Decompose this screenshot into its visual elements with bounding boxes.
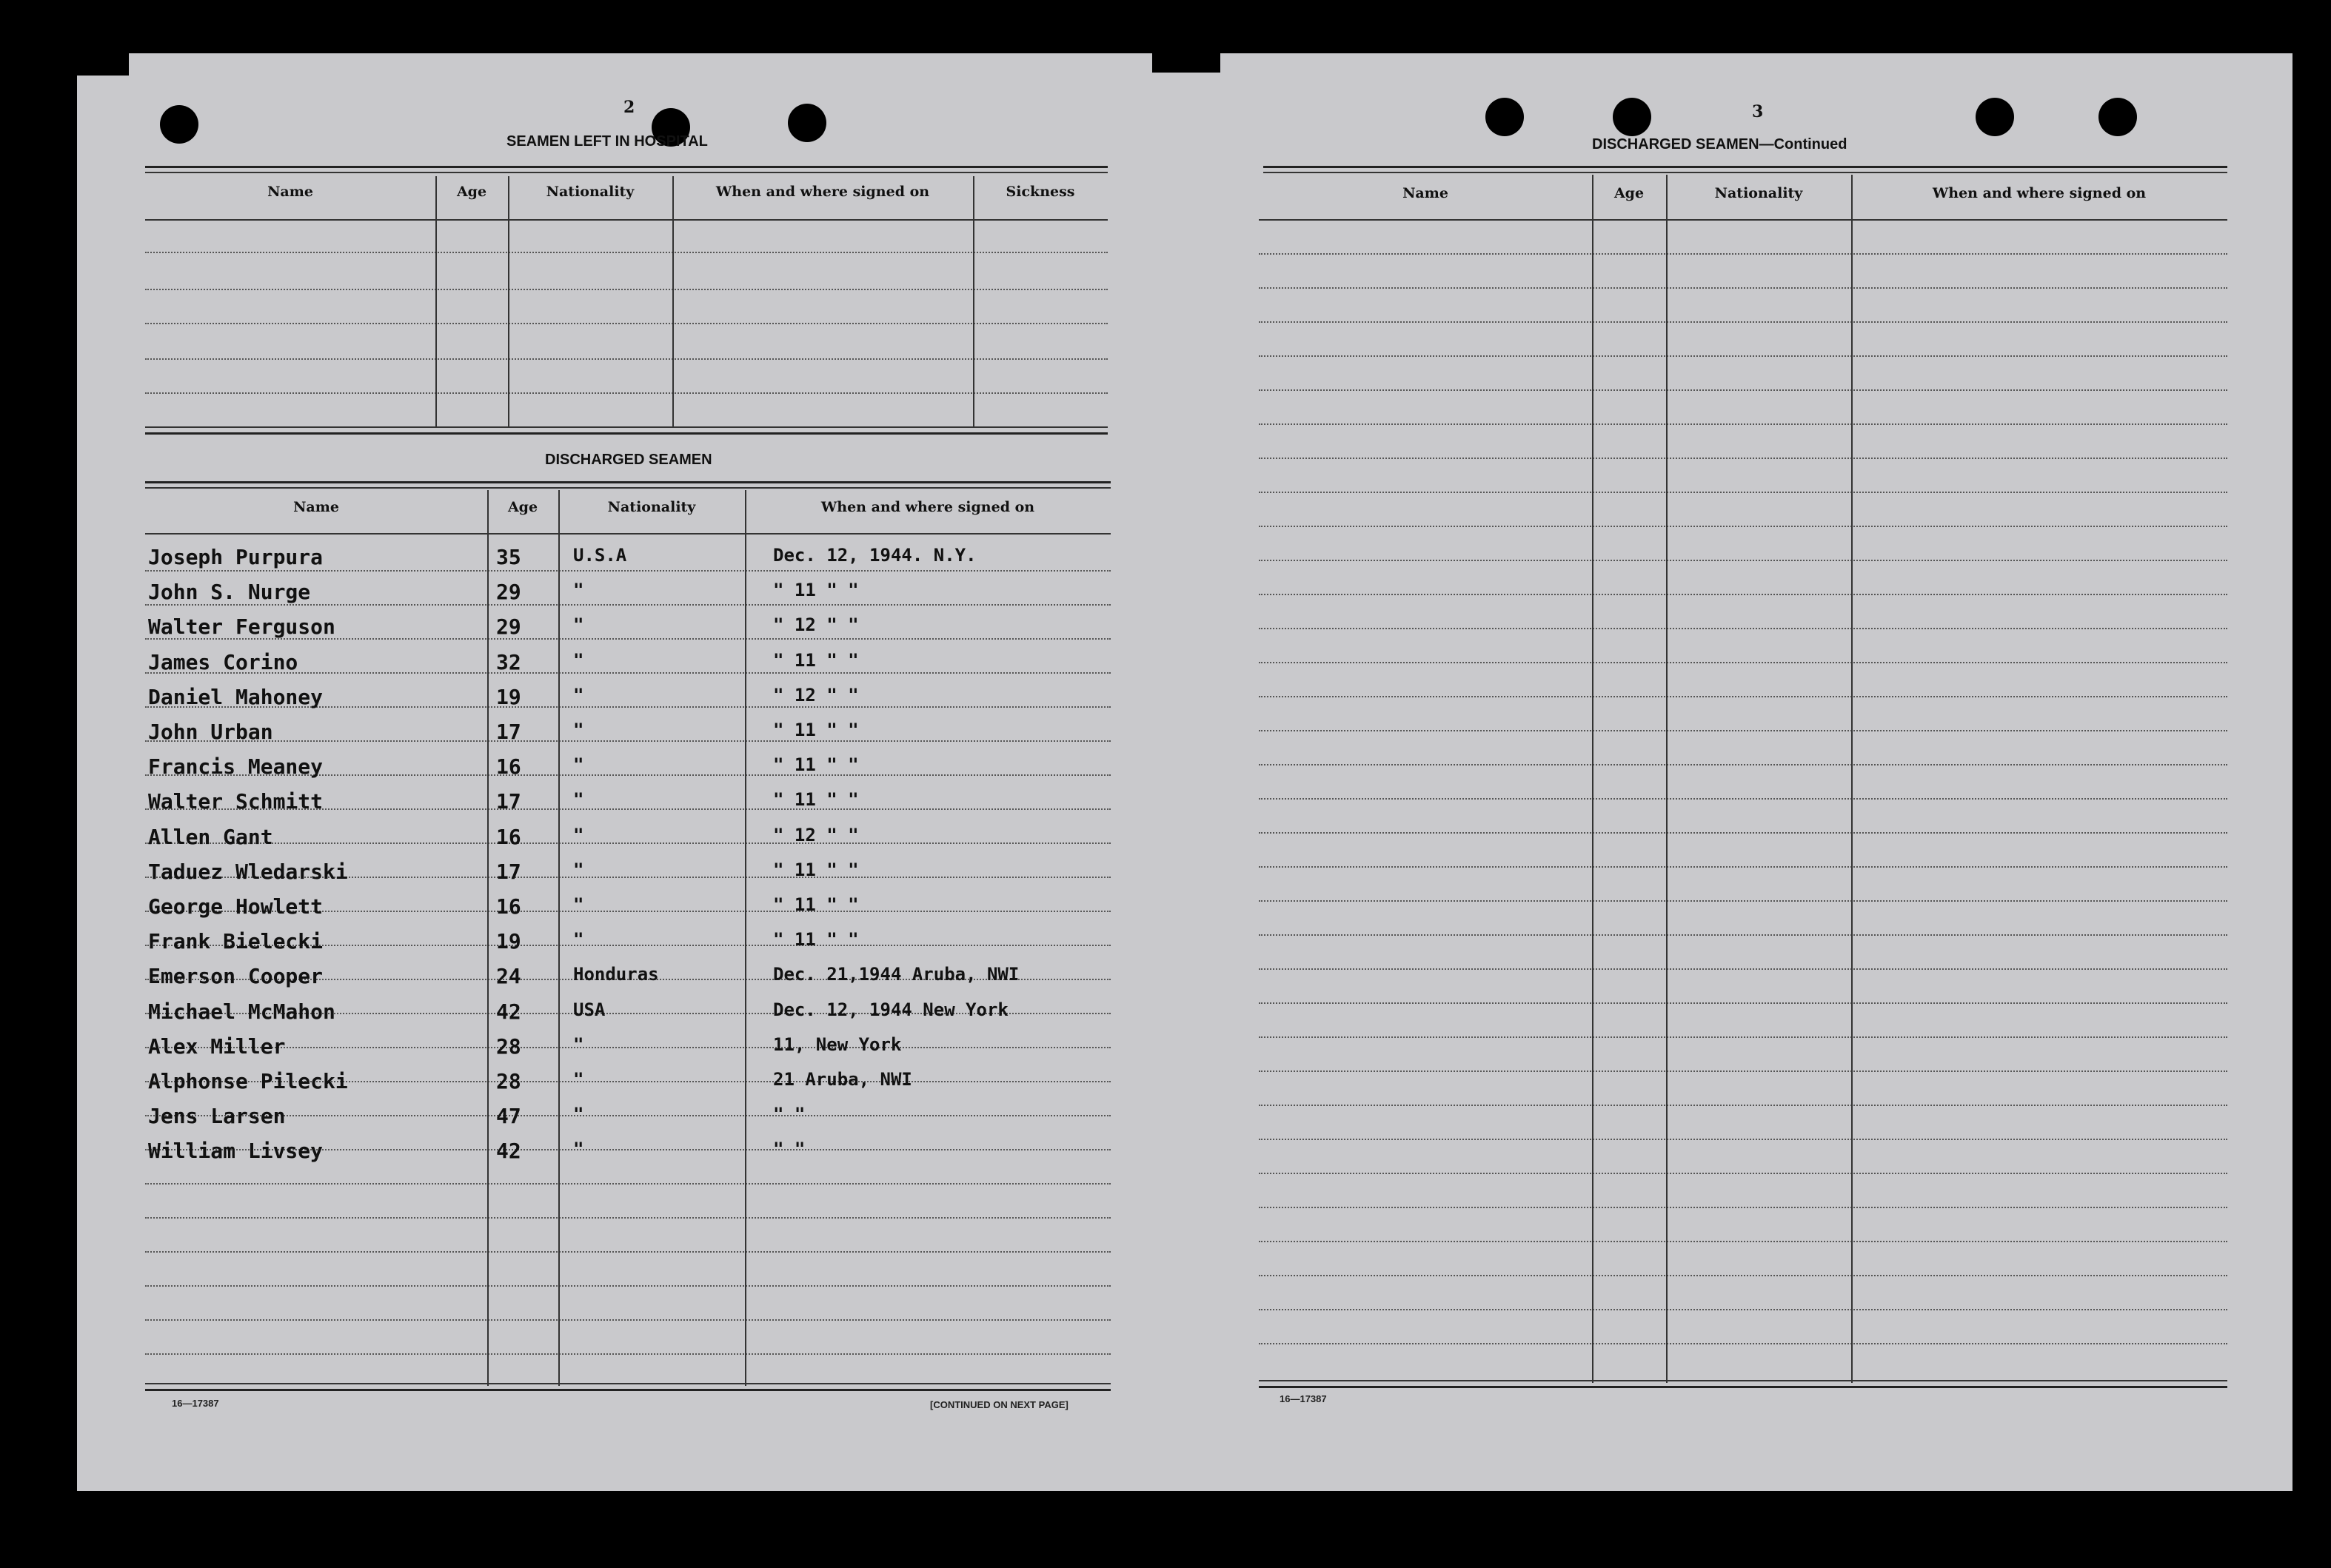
right-col-nationality: Nationality bbox=[1714, 185, 1803, 201]
seaman-name: John Urban bbox=[148, 720, 273, 744]
seaman-age: 29 bbox=[496, 614, 521, 639]
seaman-age: 16 bbox=[496, 825, 521, 849]
seaman-age: 42 bbox=[496, 1139, 521, 1163]
seaman-nationality: " bbox=[573, 860, 584, 880]
seaman-nationality: USA bbox=[573, 999, 606, 1020]
seaman-nationality: U.S.A bbox=[573, 545, 627, 566]
ruling-line bbox=[145, 740, 1111, 742]
seaman-age: 35 bbox=[496, 545, 521, 569]
ruling-line bbox=[145, 1319, 1111, 1321]
seaman-nationality: " bbox=[573, 894, 584, 915]
binder-hole bbox=[788, 104, 826, 142]
seaman-name: Jens Larsen bbox=[148, 1104, 286, 1128]
seaman-age: 19 bbox=[496, 929, 521, 954]
seaman-nationality: " bbox=[573, 825, 584, 845]
ruling-line bbox=[1259, 730, 2227, 731]
ruling-line bbox=[1259, 1036, 2227, 1038]
seaman-nationality: " bbox=[573, 754, 584, 775]
seaman-name: William Livsey bbox=[148, 1139, 324, 1163]
seaman-nationality: Honduras bbox=[573, 964, 659, 985]
seaman-nationality: " bbox=[573, 614, 584, 635]
page-number-left: 2 bbox=[623, 98, 635, 117]
ruling-line bbox=[1259, 253, 2227, 255]
ruling-line bbox=[145, 604, 1111, 606]
ruling-line bbox=[1259, 628, 2227, 629]
ruling-line bbox=[1259, 900, 2227, 902]
ruling-line bbox=[1259, 1309, 2227, 1310]
seaman-nationality: " bbox=[573, 929, 584, 950]
seaman-name: Michael McMahon bbox=[148, 999, 335, 1024]
seaman-name: George Howlett bbox=[148, 894, 324, 919]
seaman-nationality: " bbox=[573, 1104, 584, 1125]
seaman-name: John S. Nurge bbox=[148, 580, 311, 604]
binder-hole bbox=[1613, 98, 1651, 136]
seaman-nationality: " bbox=[573, 789, 584, 810]
seaman-nationality: " bbox=[573, 650, 584, 671]
seaman-signed-on: " 11 " " bbox=[773, 894, 859, 915]
seaman-nationality: " bbox=[573, 1069, 584, 1090]
seaman-signed-on: " 11 " " bbox=[773, 754, 859, 775]
seaman-signed-on: Dec. 12, 1944. N.Y. bbox=[773, 545, 977, 566]
ruling-line bbox=[145, 1183, 1111, 1185]
ruling-line bbox=[1259, 560, 2227, 561]
ruling-line bbox=[1259, 526, 2227, 527]
discharged-col-signed-on: When and where signed on bbox=[820, 499, 1035, 515]
ruling-line bbox=[1259, 594, 2227, 595]
seaman-signed-on: " " bbox=[773, 1139, 806, 1159]
ruling-line bbox=[1259, 1241, 2227, 1242]
seaman-name: Francis Meaney bbox=[148, 754, 324, 779]
ruling-line bbox=[1259, 1275, 2227, 1276]
hospital-section-title: SEAMEN LEFT IN HOSPITAL bbox=[506, 133, 708, 150]
seaman-age: 28 bbox=[496, 1069, 521, 1093]
seaman-name: Allen Gant bbox=[148, 825, 273, 849]
hospital-col-signed-on: When and where signed on bbox=[715, 184, 930, 200]
ruling-line bbox=[145, 1353, 1111, 1355]
seaman-age: 29 bbox=[496, 580, 521, 604]
seaman-signed-on: " 11 " " bbox=[773, 650, 859, 671]
seaman-age: 17 bbox=[496, 789, 521, 814]
seaman-age: 17 bbox=[496, 720, 521, 744]
seaman-name: Alphonse Pilecki bbox=[148, 1069, 348, 1093]
seaman-name: Frank Bielecki bbox=[148, 929, 324, 954]
ruling-line bbox=[1259, 1105, 2227, 1106]
torn-edge bbox=[1152, 53, 1220, 73]
seaman-name: Joseph Purpura bbox=[148, 545, 324, 569]
seaman-signed-on: Dec. 21,1944 Aruba, NWI bbox=[773, 964, 1020, 985]
continued-note: [CONTINUED ON NEXT PAGE] bbox=[930, 1399, 1068, 1410]
binder-hole bbox=[160, 105, 198, 144]
ruling-line bbox=[1259, 1071, 2227, 1072]
seaman-age: 28 bbox=[496, 1034, 521, 1059]
ruling-line bbox=[145, 1115, 1111, 1116]
seaman-age: 16 bbox=[496, 754, 521, 779]
page-number-right: 3 bbox=[1752, 102, 1764, 121]
discharged-col-name: Name bbox=[293, 499, 339, 515]
ruling-line bbox=[1259, 866, 2227, 868]
seaman-name: Walter Schmitt bbox=[148, 789, 324, 814]
seaman-signed-on: " 11 " " bbox=[773, 720, 859, 740]
seaman-signed-on: Dec. 12, 1944 New York bbox=[773, 999, 1009, 1020]
ruling-line bbox=[145, 1047, 1111, 1048]
ruling-line bbox=[1259, 458, 2227, 459]
hospital-col-nationality: Nationality bbox=[546, 184, 635, 200]
seaman-signed-on: " 11 " " bbox=[773, 580, 859, 600]
ruling-line bbox=[145, 1217, 1111, 1219]
seaman-signed-on: 11, New York bbox=[773, 1034, 902, 1055]
ruling-line bbox=[1259, 1173, 2227, 1174]
ruling-line bbox=[145, 842, 1111, 844]
seaman-name: James Corino bbox=[148, 650, 298, 674]
seaman-name: Walter Ferguson bbox=[148, 614, 335, 639]
hospital-col-sickness: Sickness bbox=[1006, 184, 1075, 200]
ruling-line bbox=[1259, 934, 2227, 936]
seaman-age: 47 bbox=[496, 1104, 521, 1128]
seaman-signed-on: " 12 " " bbox=[773, 685, 859, 706]
ruling-line bbox=[1259, 355, 2227, 357]
right-col-name: Name bbox=[1402, 185, 1448, 201]
seaman-nationality: " bbox=[573, 685, 584, 706]
right-col-signed-on: When and where signed on bbox=[1932, 185, 2147, 201]
right-section-title: DISCHARGED SEAMEN—Continued bbox=[1592, 136, 1847, 153]
binder-hole bbox=[1976, 98, 2014, 136]
binder-hole bbox=[1485, 98, 1524, 136]
seaman-age: 16 bbox=[496, 894, 521, 919]
discharged-col-age: Age bbox=[507, 499, 538, 515]
hospital-col-age: Age bbox=[456, 184, 487, 200]
seaman-name: Alex Miller bbox=[148, 1034, 286, 1059]
binder-hole bbox=[2098, 98, 2137, 136]
seaman-age: 42 bbox=[496, 999, 521, 1024]
ruling-line bbox=[145, 1251, 1111, 1253]
seaman-signed-on: " 12 " " bbox=[773, 825, 859, 845]
ruling-line bbox=[145, 570, 1111, 572]
seaman-nationality: " bbox=[573, 1139, 584, 1159]
seaman-nationality: " bbox=[573, 720, 584, 740]
seaman-signed-on: 21 Aruba, NWI bbox=[773, 1069, 912, 1090]
ruling-line bbox=[1259, 832, 2227, 834]
ruling-line bbox=[1259, 492, 2227, 493]
seaman-name: Emerson Cooper bbox=[148, 964, 324, 988]
seaman-name: Taduez Wledarski bbox=[148, 860, 348, 884]
ruling-line bbox=[1259, 1207, 2227, 1208]
ruling-line bbox=[1259, 1002, 2227, 1004]
seaman-age: 24 bbox=[496, 964, 521, 988]
seaman-signed-on: " 11 " " bbox=[773, 929, 859, 950]
seaman-signed-on: " " bbox=[773, 1104, 806, 1125]
ruling-line bbox=[1259, 968, 2227, 970]
discharged-col-nationality: Nationality bbox=[607, 499, 696, 515]
seaman-nationality: " bbox=[573, 580, 584, 600]
seaman-signed-on: " 12 " " bbox=[773, 614, 859, 635]
seaman-age: 19 bbox=[496, 685, 521, 709]
torn-corner bbox=[77, 53, 129, 76]
hospital-col-name: Name bbox=[267, 184, 313, 200]
ruling-line bbox=[1259, 287, 2227, 289]
form-number-right: 16—17387 bbox=[1280, 1393, 1327, 1404]
seaman-nationality: " bbox=[573, 1034, 584, 1055]
seaman-age: 32 bbox=[496, 650, 521, 674]
form-number-left: 16—17387 bbox=[172, 1398, 219, 1409]
discharged-section-title: DISCHARGED SEAMEN bbox=[545, 452, 712, 468]
ruling-line bbox=[1259, 1343, 2227, 1344]
ruling-line bbox=[1259, 798, 2227, 800]
right-col-age: Age bbox=[1613, 185, 1645, 201]
ruling-line bbox=[1259, 696, 2227, 697]
ruling-line bbox=[1259, 423, 2227, 425]
seaman-name: Daniel Mahoney bbox=[148, 685, 324, 709]
ruling-line bbox=[1259, 662, 2227, 663]
seaman-signed-on: " 11 " " bbox=[773, 860, 859, 880]
ruling-line bbox=[1259, 321, 2227, 323]
ruling-line bbox=[1259, 764, 2227, 765]
ruling-line bbox=[145, 1285, 1111, 1287]
ruling-line bbox=[1259, 1139, 2227, 1140]
ruling-line bbox=[1259, 389, 2227, 391]
seaman-age: 17 bbox=[496, 860, 521, 884]
seaman-signed-on: " 11 " " bbox=[773, 789, 859, 810]
